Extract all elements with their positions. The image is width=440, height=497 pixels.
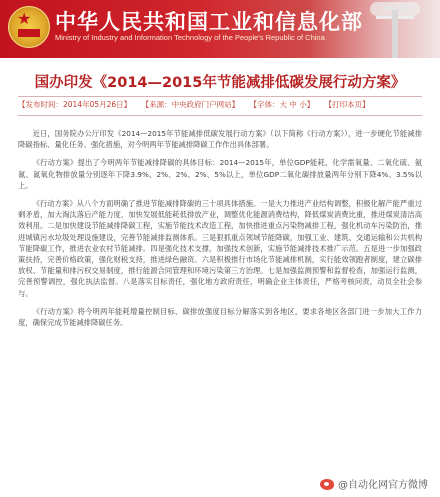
emblem-gate-icon — [18, 29, 40, 37]
site-subtitle: Ministry of Industry and Information Technology of the People's Republic of China — [55, 33, 325, 42]
weibo-watermark — [320, 476, 428, 491]
print-link[interactable]: 【打印本页】 — [324, 100, 370, 109]
national-emblem-icon — [8, 6, 50, 48]
article-paragraph: 近日，国务院办公厅印发《2014—2015年节能减排低碳发展行动方案》（以下简称《行动方案》），进一步硬化节能减排降碳指标、量化任务、强化措施，对今明两年节能减排降碳工作作出具体部署。 — [18, 129, 422, 150]
publish-date: 【发布时间：2014年05月26日】 — [18, 100, 132, 109]
article-body — [18, 128, 422, 468]
font-size-selector[interactable]: 【字体：大 中 小】 — [249, 100, 315, 109]
site-header-banner — [0, 0, 440, 58]
article-paragraph: 《行动方案》从八个方面明确了推进节能减排降碳的三十项具体措施。一是大力推进产业结构调整，积极化解产能严重过剩矛盾，加大淘汰落后产能力度，加快发展低能耗低排放产业，调整优化能源消费结构，降低煤炭消费比重，推进煤炭清洁高效利用。二是加快建设节能减排降碳工程，实施节能技术改造工程，加快推进重点污染物减排工程，强化机动车污染防治，推进城镇污水垃圾处理设施建设，完善节能减排监测体系。三是狠抓重点领域节能降碳，加强工业、建筑、交通运输和公共机构节能降碳工作，推进农业农村节能减排。四是强化技术支撑，加强技术创新，实施节能减排技术推广示范。五是进一步加强政策扶持，完善价格政策，强化财税支持，推进绿色融资。六是积极推行市场化节能减排机制，实行能效领跑者制度，建立碳排放权、节能量和排污权交易制度，推行能源合同管理和环境污染第三方治理。七是加强监测预警和监督检查，加强运行监测，完善预警调控，强化执法监督。八是落实目标责任，强化地方政府责任，明确企业主体责任，严格考核问责，动员全社会参与。 — [18, 199, 422, 298]
article-title: 国办印发《2014—2015年节能减排低碳发展行动方案》 — [34, 75, 406, 91]
site-title: 中华人民共和国工业和信息化部 — [55, 10, 363, 34]
divider — [18, 96, 422, 97]
emblem-star-icon: ★ — [17, 9, 32, 28]
monument-decoration — [370, 0, 420, 58]
weibo-icon — [320, 479, 334, 490]
article-paragraph: 《行动方案》将今明两年能耗增量控制目标、碳排放强度目标分解落实到各地区，要求各地区各部门进一步加大工作力度，确保完成节能减排降碳任务。 — [18, 306, 422, 328]
watermark-text: @自动化网官方微博 — [338, 480, 428, 491]
article-source: 【来源：中央政府门户网站】 — [141, 100, 240, 109]
divider — [18, 115, 422, 116]
article-meta — [18, 99, 422, 113]
article-paragraph: 《行动方案》提出了今明两年节能减排降碳的具体目标：2014—2015年，单位GDP能耗、化学需氧量、二氧化硫、氨氮、氮氧化物排放量分别逐年下降3.9%、2%、2%、2%、5%以上，单位GDP二氧化碳排放量两年分别下降4%、3.5%以上。 — [18, 158, 422, 190]
